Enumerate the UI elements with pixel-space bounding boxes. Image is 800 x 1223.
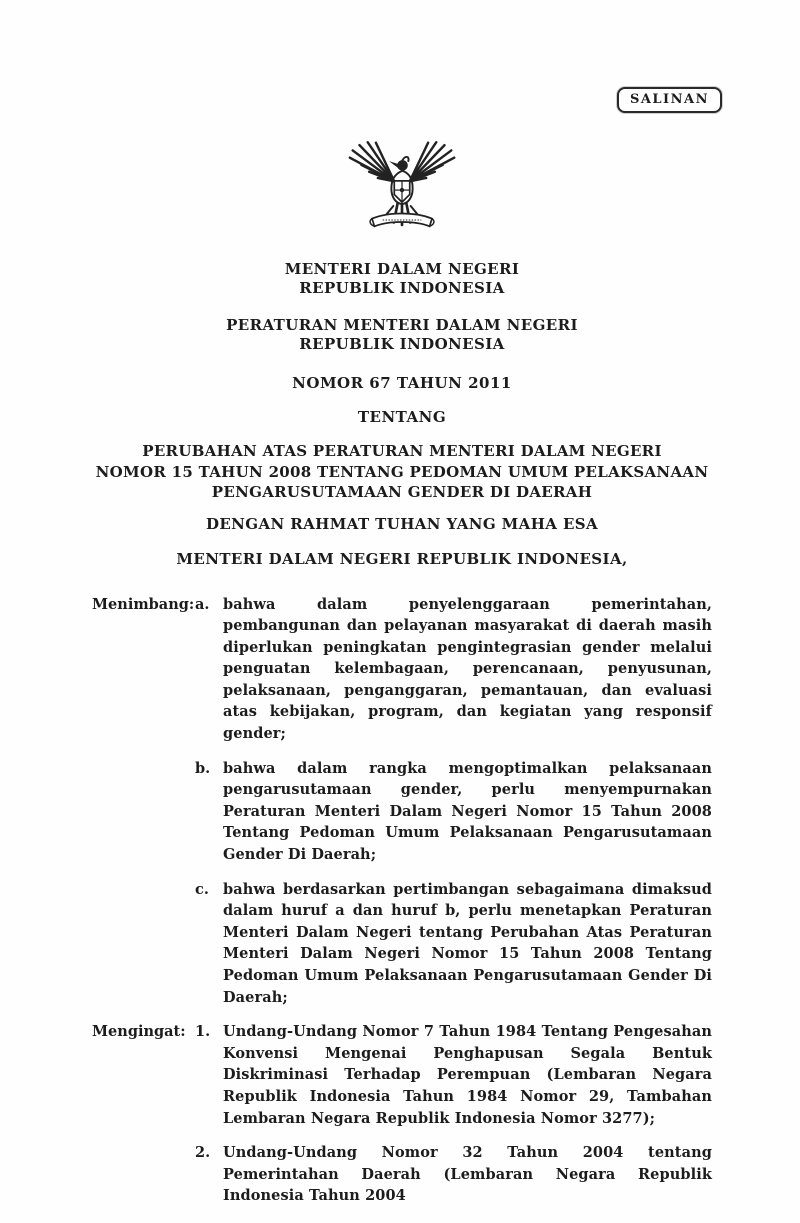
regulation-number: NOMOR 67 TAHUN 2011 [292, 374, 512, 392]
menimbang-item-a [92, 594, 712, 745]
item-marker: b. [195, 759, 211, 777]
mengingat-item-1 [92, 1021, 712, 1129]
item-marker: c. [195, 880, 209, 898]
title-line1: PERUBAHAN ATAS PERATURAN MENTERI DALAM NEGERI [142, 442, 662, 460]
mengingat-colon: : [180, 1023, 186, 1041]
document-title [92, 441, 712, 503]
label-spacer [92, 879, 195, 1009]
garuda-pancasila-emblem [344, 130, 460, 240]
item-text: Undang-Undang Nomor 32 Tahun 2004 tentang Pemerintahan Daerah (Lembaran Negara Republik Indonesia Tahun 2004 [223, 1144, 712, 1205]
regulation-header [92, 316, 712, 354]
regulation-line1: PERATURAN MENTERI DALAM NEGERI [226, 316, 578, 334]
menimbang-colon: : [188, 595, 195, 613]
item-text: bahwa dalam penyelenggaraan pemerintahan, pembangunan dan pelayanan masyarakat di daerah masih diperlukan peningkatan pengintegrasian gender melalui penguatan kelembagaan, perencanaan, penyusunan, pelaksanaan, penganggaran, pemantauan, dan evaluasi atas kebijakan, program, dan kegiatan yang responsif gender; [223, 595, 712, 743]
item-text: bahwa berdasarkan pertimbangan sebagaimana dimaksud dalam huruf a dan huruf b, perlu menetapkan Peraturan Menteri Dalam Negeri tentang Perubahan Atas Peraturan Menteri Dalam Negeri Nomor 15 Tahun 2008 Tentang Pedoman Umum Pelaksanaan Pengarusutamaan Gender Di Daerah; [223, 880, 712, 1006]
label-spacer [92, 758, 195, 866]
item-marker: 2. [195, 1144, 211, 1162]
salinan-stamp: SALINAN [617, 87, 722, 113]
garuda-icon [344, 130, 460, 240]
label-spacer [92, 1142, 195, 1207]
menimbang-item-c [92, 879, 712, 1009]
about-label: TENTANG [357, 408, 447, 426]
menimbang-item-b [92, 758, 712, 866]
ministry-header [92, 260, 712, 298]
mengingat-item-2 [92, 1142, 712, 1207]
item-marker: 1. [195, 1023, 211, 1041]
ministry-line2: REPUBLIK INDONESIA [299, 279, 505, 297]
clauses [92, 594, 712, 1207]
title-line2: NOMOR 15 TAHUN 2008 TENTANG PEDOMAN UMUM PELAKSANAAN [95, 462, 709, 481]
invocation-line: DENGAN RAHMAT TUHAN YANG MAHA ESA [205, 514, 599, 533]
item-marker: a. [195, 595, 210, 613]
mengingat-label: Mengingat : [92, 1021, 195, 1129]
title-line3: PENGARUSUTAMAAN GENDER DI DAERAH [211, 483, 593, 501]
item-text: Undang-Undang Nomor 7 Tahun 1984 Tentang Pengesahan Konvensi Mengenai Penghapusan Segala Bentuk Diskriminasi Terhadap Perempuan (Lembaran Negara Republik Indonesia Tahun 1984 Nomor 29, Tambahan Lembaran Negara Republik Indonesia Nomor 3277); [223, 1023, 712, 1127]
regulation-line2: REPUBLIK INDONESIA [299, 335, 505, 353]
item-text: bahwa dalam rangka mengoptimalkan pelaksanaan pengarusutamaan gender, perlu menyempurnakan Peraturan Menteri Dalam Negeri Nomor 15 Tahun 2008 Tentang Pedoman Umum Pelaksanaan Pengarusutamaan Gender Di Daerah; [223, 759, 712, 864]
ministry-line1: MENTERI DALAM NEGERI [284, 260, 520, 278]
menimbang-label: Menimbang : [92, 594, 195, 745]
authority-line: MENTERI DALAM NEGERI REPUBLIK INDONESIA, [176, 549, 628, 568]
